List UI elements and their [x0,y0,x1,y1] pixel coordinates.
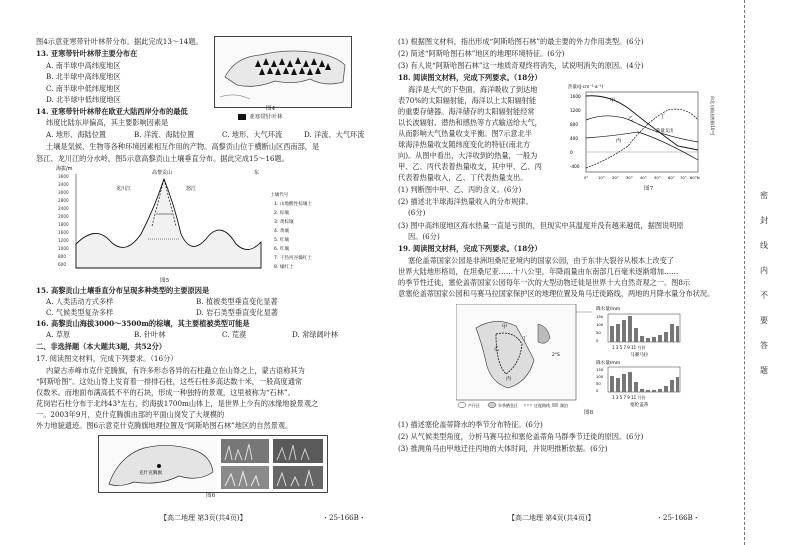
q15-option-d: D. 岩石类型垂直变化显著 [196,308,278,317]
q19-text-1: 塞伦盖蒂国家公园是非洲坦桑尼亚境内的国家公园，由于东非大裂谷从根本上改变了 [408,256,674,265]
figure-5-caption: 图5 [160,278,170,284]
fig5-ylabel: 海拔/m [56,166,73,172]
intro-13-14: 图4示意亚寒带针叶林带分布。据此完成13～14题。 [36,37,203,46]
section-2-heading: 二、非选择题（本大题共3题，共52分） [36,342,167,351]
q16-option-c: C. 荒漠 [222,330,247,339]
svg-text:2400: 2400 [58,206,69,211]
q18-sub-2: (2) 描述北半球海洋热量收入的分布规律。 [398,197,533,206]
fig7-xtick-10: 10° [598,175,605,180]
q18-text-4: 以长波辐射、潜热和感热等方式输送给大气， [398,118,542,127]
q18-sub-3: (3) 图中高纬度地区海水热量一直是亏损的，但现实中其温度并没有越来越低，据图说明原 [398,221,684,230]
question-15: 15. 高黎贡山土壤垂直分布呈现多种类型的主要原因是 [36,286,210,295]
q15-option-a: A. 人类活动方式多样 [46,297,114,306]
q17-text-6: 外力地貌遗迹。图6示意克什克腾旗地理位置及“阿斯哈图石林”地区的自然景观。 [36,421,293,430]
q19-text-3: 的季节性迁徙，塞伦盖蒂国家公园每年一次的大型动物迁徙是世界十大自然奇观之一。图8示 [398,278,691,287]
q18-text-7: 向)。从图中看出，大洋收到的热量，一般为 [398,151,538,160]
page-4 [398,0,720,545]
q17-sub-1: (1) 根据图文材料，指出形成“阿斯哈图石林”的最主要的外力作用类型。(6分) [398,37,644,46]
q15-option-c: C. 气候类型复杂多样 [46,308,114,317]
q18-text-2: 表70%的太阳辐射能，海洋以上太阳辐射能 [398,96,537,105]
fig5-legend-4: 4. 黄壤 [274,229,290,234]
figure-7-heat-budget-chart [568,80,718,184]
figure-6 [98,435,328,493]
svg-text:1800: 1800 [58,222,69,227]
fig8-latitude: 2°S [552,353,560,358]
fig7-xtick-20: 20° [612,175,619,180]
q13-option-d: D. 北半球中低纬度地区 [46,95,121,104]
seal-char-4: 内 [760,266,768,275]
fig7-yright-label: 向北方输送热量/10¹⁴J [710,96,715,135]
fig7-xtick-80: 80°N [690,175,700,180]
q14-option-a: A. 地形、海陆位置 [46,130,107,139]
q19-sub-1: (1) 描述塞伦盖蒂降水的季节分布特征。(6分) [398,420,543,429]
fig5-river-2: 怒江 [186,186,197,192]
fig8-map-ding: 丁 [522,336,528,342]
figure-4-legend: 亚寒带针叶林 [238,114,283,121]
figure-4-map [214,36,352,108]
seal-char-8: 题 [760,366,768,375]
fig8-legend-3: 迁徙路线 [534,403,550,408]
fig5-legend-1: 1. 山地酸性棕壤土 [274,202,313,207]
fig5-peak-label: 高黎贡山 [152,170,173,176]
q19-sub-2: (2) 从气候类型角度，分析马赛马拉和塞伦盖蒂角马群季节迁徙的原因。(6分) [398,432,644,441]
svg-text:1600: 1600 [58,230,69,235]
legend-conifer-icon [238,114,246,120]
q18-text-6: 球海洋热量收支随纬度变化的特征(南北方 [398,140,531,149]
q19-text-2: 世界大陆地形格局，在坦桑尼亚……十八公里，年降雨量由东南部几百毫米逐渐增加…… [398,267,679,276]
fig8-chart1-tick-50: 50 [596,330,601,335]
fig8-chart1-name: 马赛马拉 [630,353,649,358]
q14-option-c: C. 地形、大气环流 [222,130,283,139]
fig5-legend-2: 2. 棕壤 [274,211,290,216]
fig8-map-bing: 丙 [506,376,512,382]
fig8-legend-2: 旱季栖息区 [498,403,518,408]
q17-sub-2: (2) 简述“阿斯哈图石林”地区的地理环境特征。(6分) [398,49,565,58]
q17-text-5: 一。2003年9月，克什克腾旗由部的平面山岗发了大规模的 [36,410,225,419]
question-14-line-2: 纬度比陆东岸偏高，其主要影响因素是 [46,118,169,127]
question-16: 16. 高黎贡山海拔3000～3500m的棕壤，其主要植被类型可能是 [36,319,250,328]
fig5-legend-8: 8. 燥红土 [274,265,294,270]
fig8-chart2-name: 塞伦盖蒂 [630,403,649,408]
fig7-xtick-40: 40° [640,175,647,180]
fig5-legend-3: 3. 黄棕壤 [274,220,294,225]
q18-text-1: 海洋是大气的下垫面，海洋吸收了到达地 [408,85,538,94]
fig8-chart2-tick-100: 100 [596,374,604,379]
q13-option-a: A. 南半球中高纬度地区 [46,61,121,70]
fig8-chart2-tick-150: 150 [596,367,604,372]
q18-text-3: 的重要存储器。海洋储存的太阳辐射能经常 [398,107,535,116]
fig7-ytick-1200: 1200 [570,108,581,113]
fig7-curve-bing [586,132,698,160]
figure-6-caption: 图6 [206,493,216,499]
q16-option-d: D. 常绿阔叶林 [292,330,339,339]
figure-8 [456,304,712,408]
q17-sub-3: (3) 有人说“阿斯哈图石林”这一地质奇观终将消失，试说明消失的原因。(4分) [398,61,644,70]
seal-char-5: 不 [760,291,768,300]
footer-page-4: 【高二地理 第4页(共4页)】 [508,514,595,522]
fig8-chart2-tick-0: 0 [596,388,599,393]
fig7-ytick-neg400: -400 [570,164,580,169]
footer-code-right: ・25-166B・ [656,514,700,522]
fig5-legend-title: 土壤代号 [270,193,289,198]
fig7-label-jia: 甲 [610,98,616,104]
fig7-supply-label: 热量支出 [656,129,674,134]
q17-text-3: 仅数米。而地面布满高低不平的石块，形成一种独特的景观，这里被称为“石林”。 [36,388,295,397]
svg-text:1000: 1000 [58,246,69,251]
q18-sub-3-cont: 因。(6分) [408,232,440,241]
fig5-direction: 东 [254,170,260,176]
fig7-xtick-70: 70° [680,175,687,180]
figure-7-caption: 图7 [644,186,654,192]
fig8-map-jia: 甲 [502,324,508,330]
fig7-ytick-800: 800 [570,122,578,127]
q13-option-b: B. 北半球中高纬度地区 [46,72,121,81]
fig5-legend-5: 5. 红壤 [274,238,290,243]
q17-text-4: 花岗岩石柱分布于北纬43°左右，约海拔1700m山体上，是世界上少有的冰缘地貌景观之 [36,399,319,408]
footer-code-left: ・25-166B・ [322,514,366,522]
figure-8-caption: 图8 [584,410,594,416]
fig7-label-ding: 丁 [660,114,666,120]
fig5-legend-7: 7. 干热河谷燥红土 [274,256,313,261]
q18-text-5: 从而影响大气热量收支平衡。图7示意北半 [398,129,532,138]
seal-char-2: 封 [760,216,768,225]
svg-text:3400: 3400 [58,182,69,187]
fig8-chart1-ylabel: 降水量/mm [596,307,621,312]
seal-char-6: 要 [760,316,768,325]
fig7-xtick-0: 0° [584,175,589,180]
question-13: 13. 亚寒带针叶林带主要分布在 [36,49,138,58]
fig7-ytick-0: 0 [570,150,573,155]
page-3 [0,0,390,545]
question-18: 18. 阅读图文材料，完成下列要求。（18分） [398,73,542,82]
question-19: 19. 阅读图文材料，完成下列要求。（18分） [398,244,542,253]
fig7-ytick-400: 400 [570,136,578,141]
svg-text:800: 800 [58,254,66,259]
fig8-legend-1: 产仔区 [468,403,480,408]
fig7-curve-jia [586,96,698,150]
svg-text:1200: 1200 [58,238,69,243]
q14-option-d: D. 洋流、大气环流 [304,130,365,139]
fig8-map-yi: 乙 [494,346,500,352]
fig6-label: 克什克腾旗 [139,471,162,476]
fig8-chart2-tick-50: 50 [596,381,601,386]
fig8-chart2-months: 1 3 5 7 9 11 月份 [612,395,646,400]
footer-page-3: 【高二地理 第3页(共4页)】 [160,514,247,522]
fig7-label-bing: 丙 [616,138,622,144]
svg-text:3600: 3600 [58,174,69,179]
svg-text:2800: 2800 [58,198,69,203]
q18-sub-2-points: (6分) [408,208,426,217]
q19-sub-3: (3) 推测角马由甲地迁往丙地的大体时间，并说明推断依据。(6分) [398,444,608,453]
seal-char-7: 答 [760,341,768,350]
q19-text-4: 意塞伦盖蒂国家公园和马赛马拉国家保护区的地理位置及角马迁徙路线，两地的月降水量分布状况。 [398,289,715,298]
fig5-river-1: 龙川江 [116,186,132,192]
q15-option-b: B. 植被类型垂直变化显著 [196,297,278,306]
q16-option-a: A. 草原 [46,330,71,339]
figure-4-caption: 图4 [266,106,276,112]
seal-char-3: 线 [760,241,768,250]
fig7-label-yi: 乙 [628,116,634,122]
fig7-xtick-60: 60° [668,175,675,180]
svg-text:600: 600 [58,262,66,267]
q18-sub-1: (1) 判断图中甲、乙、丙的含义。(6分) [398,185,522,194]
question-17: 17. 阅读图文材料，完成下列要求。（16分） [36,354,178,363]
fig8-chart1-months: 1 3 5 7 9 11 月份 [612,345,646,350]
fig7-xtick-30: 30° [626,175,633,180]
q14-option-b: B. 洋流、海陆位置 [134,130,195,139]
intro-15-16-line-2: 怒江、龙川江的分水岭。图5示意高黎贡山土壤垂直分布。据此完成15～16题。 [36,154,289,163]
fig7-curve-yi [586,116,698,142]
fig8-chart2-ylabel: 降水量/mm [596,361,621,366]
fig8-chart1-tick-100: 100 [596,322,604,327]
fig7-xtick-50: 50° [654,175,661,180]
q16-option-b: B. 针叶林 [134,330,166,339]
svg-text:2000: 2000 [58,214,69,219]
fig8-chart1-tick-0: 0 [596,338,599,343]
figure-5-soil-profile [56,164,346,274]
q17-text-2: “阿斯哈图”。这处山脊上发育着一排排石柱，这些石柱多高达数十米，一般高度通常 [36,377,303,386]
intro-15-16-line-1: 土壤是気候、生物等各种环境因素相互作用的产物。高黎贡山位于横断山区西南部，是 [46,142,320,151]
fig7-ytick-1600: 1600 [570,94,581,99]
fig5-legend-6: 6. 红壤 [274,247,290,252]
seal-char-1: 密 [760,191,768,200]
fig8-chart1-tick-150: 150 [596,314,604,319]
svg-text:3000: 3000 [58,190,69,195]
fig8-legend-4: 湖泊 [560,403,568,408]
q17-text-1: 内蒙古赤峰市克什克腾旗，有许多形态各异的石柱矗立在山脊之上，蒙古语称其为 [46,366,305,375]
q18-text-9: 代表着热量收入，乙、丁代表热量支出。 [398,173,528,182]
q13-option-c: C. 南半球中低纬度地区 [46,84,121,93]
q18-text-8: 甲、乙、丙代表着热量收支，其中甲、乙、丙 [398,162,542,171]
fig5-yticks [58,174,69,267]
fig7-yleft-label: 热量/(J·cm⁻²·a⁻¹) [568,85,604,90]
seal-dashed-line [744,0,745,545]
question-14: 14. 亚寒带针叶林带在欧亚大陆西岸分布的最低 [36,107,188,116]
